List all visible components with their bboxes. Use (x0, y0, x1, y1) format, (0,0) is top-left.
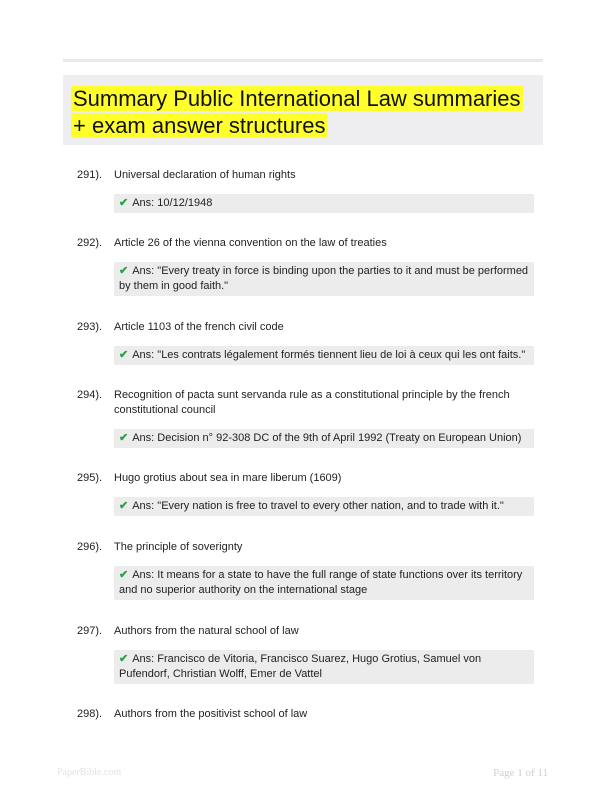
question-number: 294). (77, 389, 103, 401)
check-icon: ✔ (119, 432, 129, 444)
answer-box (114, 566, 534, 600)
footer-site: PaperBible.com (57, 767, 122, 778)
check-icon: ✔ (119, 500, 129, 512)
check-icon: ✔ (119, 197, 129, 209)
answer-text: Ans: "Every treaty in force is binding upon the parties to it and must be performed by them in good faith." (119, 265, 529, 292)
check-icon: ✔ (119, 349, 129, 361)
question-text: Universal declaration of human rights (114, 169, 296, 181)
question-text: The principle of soverignty (114, 541, 243, 553)
answer-text: Ans: "Les contrats légalement formés tiennent lieu de loi à ceux qui les ont faits." (132, 349, 526, 361)
question-text: Hugo grotius about sea in mare liberum (1609) (114, 472, 342, 484)
check-icon: ✔ (119, 653, 129, 665)
answer-text: Ans: Decision n° 92-308 DC of the 9th of April 1992 (Treaty on European Union) (132, 432, 522, 444)
question-text: Article 26 of the vienna convention on the law of treaties (114, 237, 387, 249)
answer-box (114, 346, 534, 365)
question-number: 293). (77, 321, 103, 333)
question-number: 298). (77, 708, 103, 720)
question-text: Article 1103 of the french civil code (114, 321, 284, 333)
answer-text: Ans: It means for a state to have the full range of state functions over its territory and no superior authority on the international stage (119, 569, 523, 596)
question-number: 291). (77, 169, 103, 181)
answer-text: Ans: "Every nation is free to travel to every other nation, and to trade with it." (132, 500, 504, 512)
question-number: 295). (77, 472, 103, 484)
check-icon: ✔ (119, 569, 129, 581)
title-box (63, 75, 543, 145)
answer-text: Ans: Francisco de Vitoria, Francisco Suarez, Hugo Grotius, Samuel von Pufendorf, Christian Wolff, Emer de Vattel (119, 653, 482, 680)
top-divider (63, 59, 543, 62)
answer-box (114, 497, 534, 516)
question-text: Authors from the positivist school of law (114, 708, 308, 720)
question-number: 292). (77, 237, 103, 249)
answer-text: Ans: 10/12/1948 (132, 197, 213, 209)
document-title (71, 85, 535, 139)
question-number: 296). (77, 541, 103, 553)
answer-box (114, 429, 534, 448)
footer-page-number: Page 1 of 11 (493, 767, 548, 779)
question-number: 297). (77, 625, 103, 637)
question-text: Recognition of pacta sunt servanda rule as a constitutional principle by the french constitutional council (114, 389, 510, 416)
question-text: Authors from the natural school of law (114, 625, 299, 637)
answer-box (114, 262, 534, 296)
answer-box (114, 194, 534, 213)
check-icon: ✔ (119, 265, 129, 277)
answer-box (114, 650, 534, 684)
title-highlight: Summary Public International Law summaries + exam answer structures (73, 86, 521, 138)
